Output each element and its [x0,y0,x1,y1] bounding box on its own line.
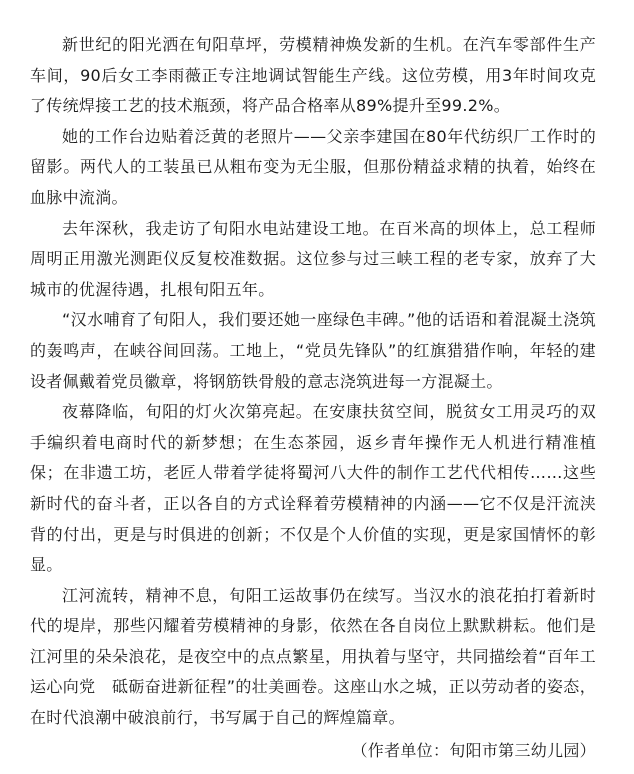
article-paragraph-1: 新世纪的阳光洒在旬阳草坪，劳模精神焕发新的生机。在汽车零部件生产车间，90后女工李雨薇正专注地调试智能生产线。这位劳模，用3年时间攻克了传统焊接工艺的技术瓶颈，将产品合格率从89%提升至99.2%。 [30,35,596,116]
author-affiliation: （作者单位：旬阳市第三幼儿园） [351,740,596,760]
article-paragraph-2: 她的工作台边贴着泛黄的老照片——父亲李建国在80年代纺织厂工作时的留影。两代人的工装虽已从粗布变为无尘服，但那份精益求精的执着，始终在血脉中流淌。 [30,126,596,207]
article-paragraph-3: 去年深秋，我走访了旬阳水电站建设工地。在百米高的坝体上，总工程师周明正用激光测距仪反复校准数据。这位参与过三峡工程的老专家，放弃了大城市的优渥待遇，扎根旬阳五年。 [30,218,596,299]
article-paragraph-6: 江河流转，精神不息，旬阳工运故事仍在续写。当汉水的浪花拍打着新时代的堤岸，那些闪耀着劳模精神的身影，依然在各自岗位上默默耕耘。他们是江河里的朵朵浪花，是夜空中的点点繁星，用执着与坚守，共同描绘着“百年工运心向党 砥砺奋进新征程”的壮美画卷。这座山水之城，正以劳动者的姿态，在时代浪潮中破浪前行，书写属于自己的辉煌篇章。 [30,585,596,728]
article-paragraph-4: “汉水哺育了旬阳人，我们要还她一座绿色丰碑。”他的话语和着混凝土浇筑的轰鸣声，在峡谷间回荡。工地上，“党员先锋队”的红旗猎猎作响，年轻的建设者佩戴着党员徽章，将钢筋铁骨般的意志浇筑进每一方混凝土。 [30,310,596,391]
article-paragraph-5: 夜幕降临，旬阳的灯火次第亮起。在安康扶贫空间，脱贫女工用灵巧的双手编织着电商时代的新梦想；在生态茶园，返乡青年操作无人机进行精准植保；在非遗工坊，老匠人带着学徒将蜀河八大件的制作工艺代代相传……这些新时代的奋斗者，正以各自的方式诠释着劳模精神的内涵——它不仅是汗流浃背的付出，更是与时俱进的创新；不仅是个人价值的实现，更是家国情怀的彰显。 [30,402,596,575]
